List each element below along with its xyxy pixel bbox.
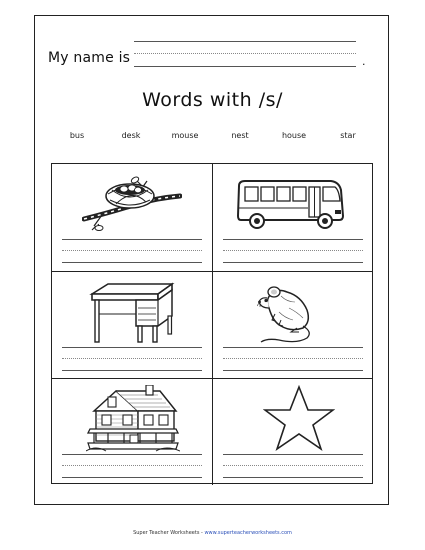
bus-icon — [235, 178, 345, 230]
word-bank-item: house — [281, 131, 307, 140]
mouse-icon — [257, 282, 337, 344]
writing-line-bottom — [223, 370, 363, 371]
name-line-top — [134, 41, 356, 42]
word-bank-item: mouse — [171, 131, 199, 140]
word-bank-item: star — [340, 131, 356, 140]
nest-icon — [82, 174, 182, 234]
name-line-bottom — [134, 66, 356, 67]
writing-line-top — [223, 347, 363, 348]
writing-line-middle — [223, 358, 363, 359]
writing-line-top — [62, 347, 202, 348]
writing-line-bottom — [62, 262, 202, 263]
footer-brand: Super Teacher Worksheets — [133, 530, 200, 536]
picture-cell-star — [212, 378, 373, 485]
writing-line-bottom — [223, 262, 363, 263]
writing-line-middle — [62, 465, 202, 466]
worksheet-title: Words with /s/ — [142, 89, 283, 111]
word-bank-item: desk — [121, 131, 141, 140]
name-period: . — [362, 55, 366, 68]
word-bank — [0, 131, 425, 145]
star-icon — [263, 385, 335, 451]
name-label: My name is — [48, 50, 131, 66]
writing-line-top — [62, 454, 202, 455]
picture-cell-nest — [52, 164, 213, 271]
name-line-middle — [134, 53, 356, 54]
writing-line-bottom — [62, 370, 202, 371]
picture-cell-mouse — [212, 271, 373, 378]
house-icon — [86, 385, 180, 453]
word-bank-item: nest — [231, 131, 249, 140]
picture-cell-bus — [212, 164, 373, 271]
writing-line-bottom — [62, 477, 202, 478]
footer-separator: - — [201, 530, 203, 536]
writing-line-middle — [223, 250, 363, 251]
desk-icon — [86, 280, 176, 344]
writing-line-top — [62, 239, 202, 240]
writing-line-middle — [62, 250, 202, 251]
writing-line-middle — [223, 465, 363, 466]
picture-cell-house — [52, 378, 213, 485]
picture-cell-desk — [52, 271, 213, 378]
word-bank-item: bus — [69, 131, 85, 140]
picture-grid — [51, 163, 373, 484]
writing-line-top — [223, 454, 363, 455]
writing-line-bottom — [223, 477, 363, 478]
writing-line-top — [223, 239, 363, 240]
writing-line-middle — [62, 358, 202, 359]
footer-url-link[interactable]: www.superteacherworksheets.com — [204, 530, 292, 536]
footer — [0, 530, 425, 536]
